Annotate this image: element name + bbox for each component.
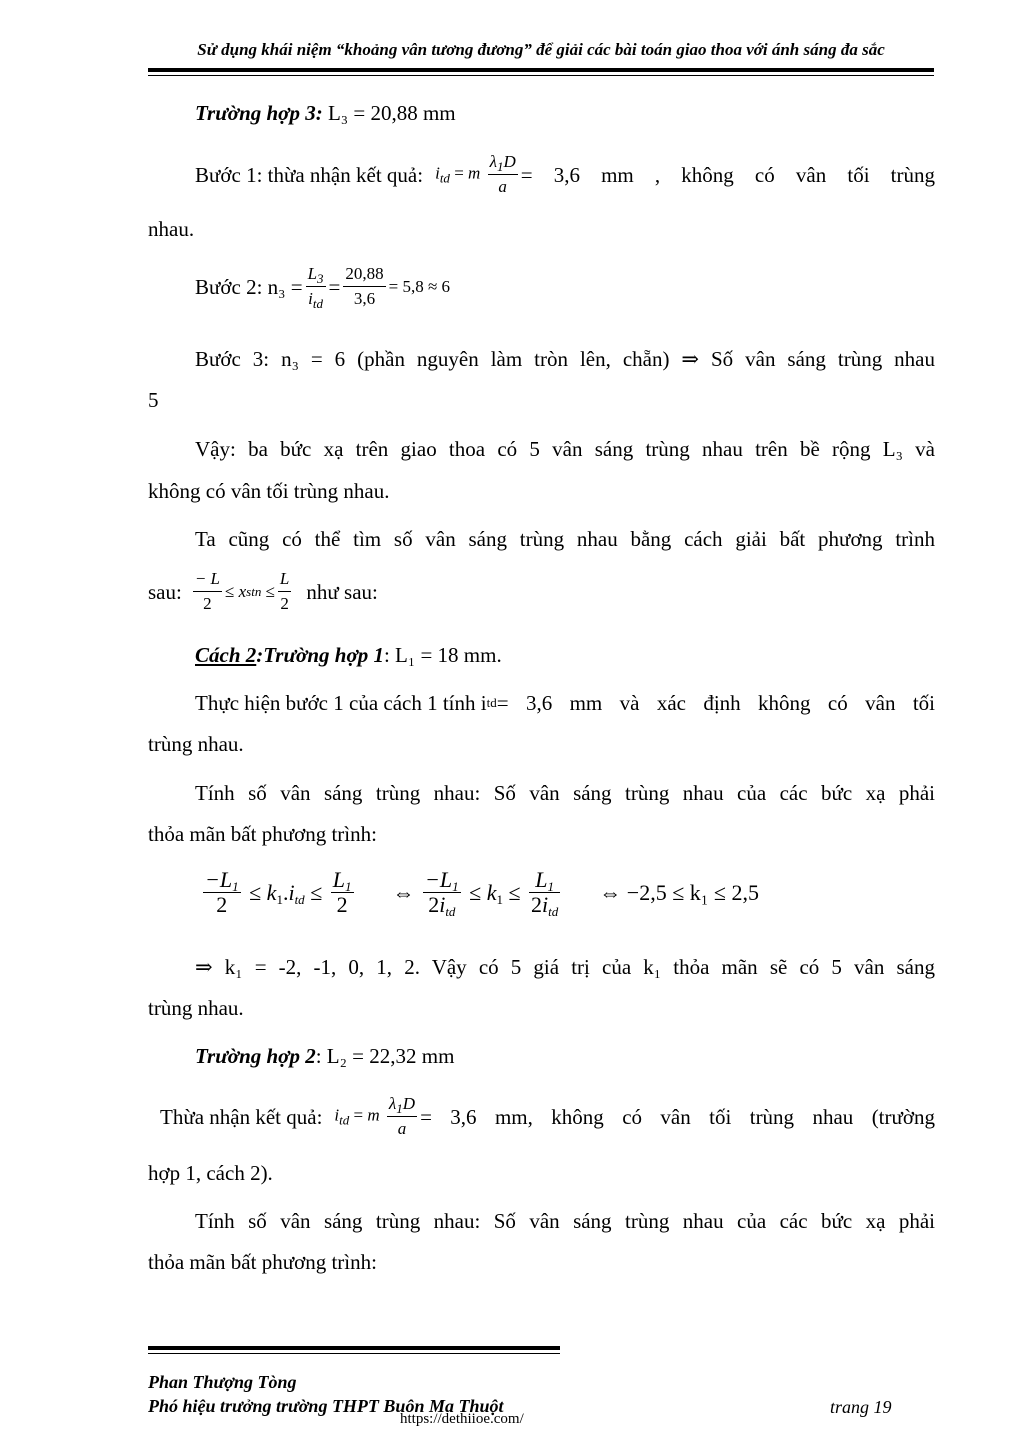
case3-heading-line: [195, 100, 456, 126]
footer-rule-thin: [148, 1353, 560, 1354]
case2-p1-suffix: = 3,6 mm, không có vân tối trùng nhau (trường: [420, 1104, 935, 1129]
case3-step3-line2: 5: [148, 388, 159, 412]
method2-p1-text: Thực hiện bước 1 của cách 1 tính i: [195, 691, 487, 715]
formula-itd-2: $i_{td} = m$ $\frac{\lambda_1D}{a}$: [334, 1094, 416, 1138]
method2-p1-line2: trùng nhau.: [148, 732, 244, 756]
method2-ineq-result: ⇔ −2,5 ≤ k₁ ≤ 2,5: [599, 879, 760, 905]
method2-p1-text-end: = 3,6 mm và xác định không có vân tối: [496, 691, 935, 715]
case2-p1-cont: hợp 1, cách 2).: [148, 1161, 273, 1185]
method2-p2-line2: thỏa mãn bất phương trình:: [148, 822, 377, 846]
method2-value: : L₁ = 18 mm.: [383, 643, 502, 667]
case2-p1-prefix: Thừa nhận kết quả:: [160, 1104, 323, 1129]
header-rule-thin: [148, 75, 934, 76]
case2-p2-line1: Tính số vân sáng trùng nhau: Số vân sáng trùng nhau của các bức xạ phải: [195, 1209, 935, 1233]
method2-p1-sub: td: [486, 695, 497, 710]
case3-step2: Bước 2: n₃ = $\frac{L_3}{i_{td}}$ = $\frac{20,88}{3,6}$ = 5,8 ≈ 6: [195, 264, 451, 311]
method2-inequality: $\frac{-L_1}{2}$ ≤ $k_1.i_{td}$ ≤ $\frac{L_1}{2}$ ⇔ $\frac{-L_1}{2i_{td}}$ ≤ $k_1$ ≤ $\frac{L_1}{2i_{td}}$ ⇔ −2,5 ≤ k₁ ≤ 2,5: [205, 867, 760, 919]
method2-heading: Cách 2: [195, 643, 257, 667]
formula-itd: $i_{td} = m$ $\frac{\lambda_1D}{a}$: [435, 152, 516, 196]
case3-alt-line1: Ta cũng có thể tìm số vân sáng trùng nhau bằng cách giải bất phương trình: [195, 527, 935, 551]
case3-conclusion-line1: Vậy: ba bức xạ trên giao thoa có 5 vân sáng trùng nhau trên bề rộng L₃ và: [195, 437, 935, 461]
method2-p1-line1: [195, 690, 935, 716]
method2-p2-line1: Tính số vân sáng trùng nhau: Số vân sáng trùng nhau của các bức xạ phải: [195, 781, 935, 805]
method2-k-line2: trùng nhau.: [148, 996, 244, 1020]
case3-step1-prefix: Bước 1: thừa nhận kết quả:: [195, 162, 424, 187]
case3-step2-result: = 5,8 ≈ 6: [388, 276, 451, 296]
footer-url: https://dethiioe.com/: [400, 1411, 524, 1427]
footer-rule: [148, 1346, 560, 1350]
method2-k-line1: ⇒ k₁ = -2, -1, 0, 1, 2. Vậy có 5 giá trị của k₁ thỏa mãn sẽ có 5 vân sáng: [195, 955, 935, 979]
case3-step2-prefix: Bước 2: n₃ =: [195, 274, 303, 299]
footer-role: Phó hiệu trưởng trường THPT Buôn Ma Thuột: [148, 1396, 504, 1416]
step2-den: 3,6: [353, 289, 376, 308]
case3-alt-suffix: như sau:: [306, 579, 378, 604]
case3-conclusion-line2: không có vân tối trùng nhau.: [148, 479, 390, 503]
method2-case-heading: :Trường hợp 1: [256, 643, 384, 667]
case3-step1: [195, 150, 935, 199]
method2-heading-line: [195, 642, 502, 668]
case3-heading: Trường hợp 3:: [195, 101, 323, 125]
case3-alt-line2: sau: $\frac{- L}{2}$ ≤ x stn ≤ $\frac{L}{2}$ như sau:: [148, 569, 378, 613]
footer-author: Phan Thượng Tòng: [148, 1372, 297, 1392]
case2-p1: [160, 1092, 935, 1141]
case2-p2-line2: thỏa mãn bất phương trình:: [148, 1250, 377, 1274]
case2-heading-line: [195, 1043, 454, 1069]
case3-value: L₃ = 20,88 mm: [322, 101, 456, 125]
running-header: Sử dụng khái niệm “khoảng vân tương đương” để giải các bài toán giao thoa với ánh sáng đa sắc: [197, 40, 885, 59]
case2-value: : L₂ = 22,32 mm: [315, 1044, 455, 1068]
page-number: trang 19: [830, 1397, 892, 1417]
case3-step1-suffix: = 3,6 mm , không có vân tối trùng: [520, 162, 935, 187]
step2-num: 20,88: [343, 262, 385, 287]
case3-step3-line1: Bước 3: n₃ = 6 (phần nguyên làm tròn lên, chẵn) ⇒ Số vân sáng trùng nhau: [195, 347, 935, 371]
case3-step1-cont: nhau.: [148, 217, 195, 241]
case3-alt-prefix: sau:: [148, 579, 182, 604]
header-rule: [148, 68, 934, 72]
case2-heading: Trường hợp 2: [195, 1044, 316, 1068]
